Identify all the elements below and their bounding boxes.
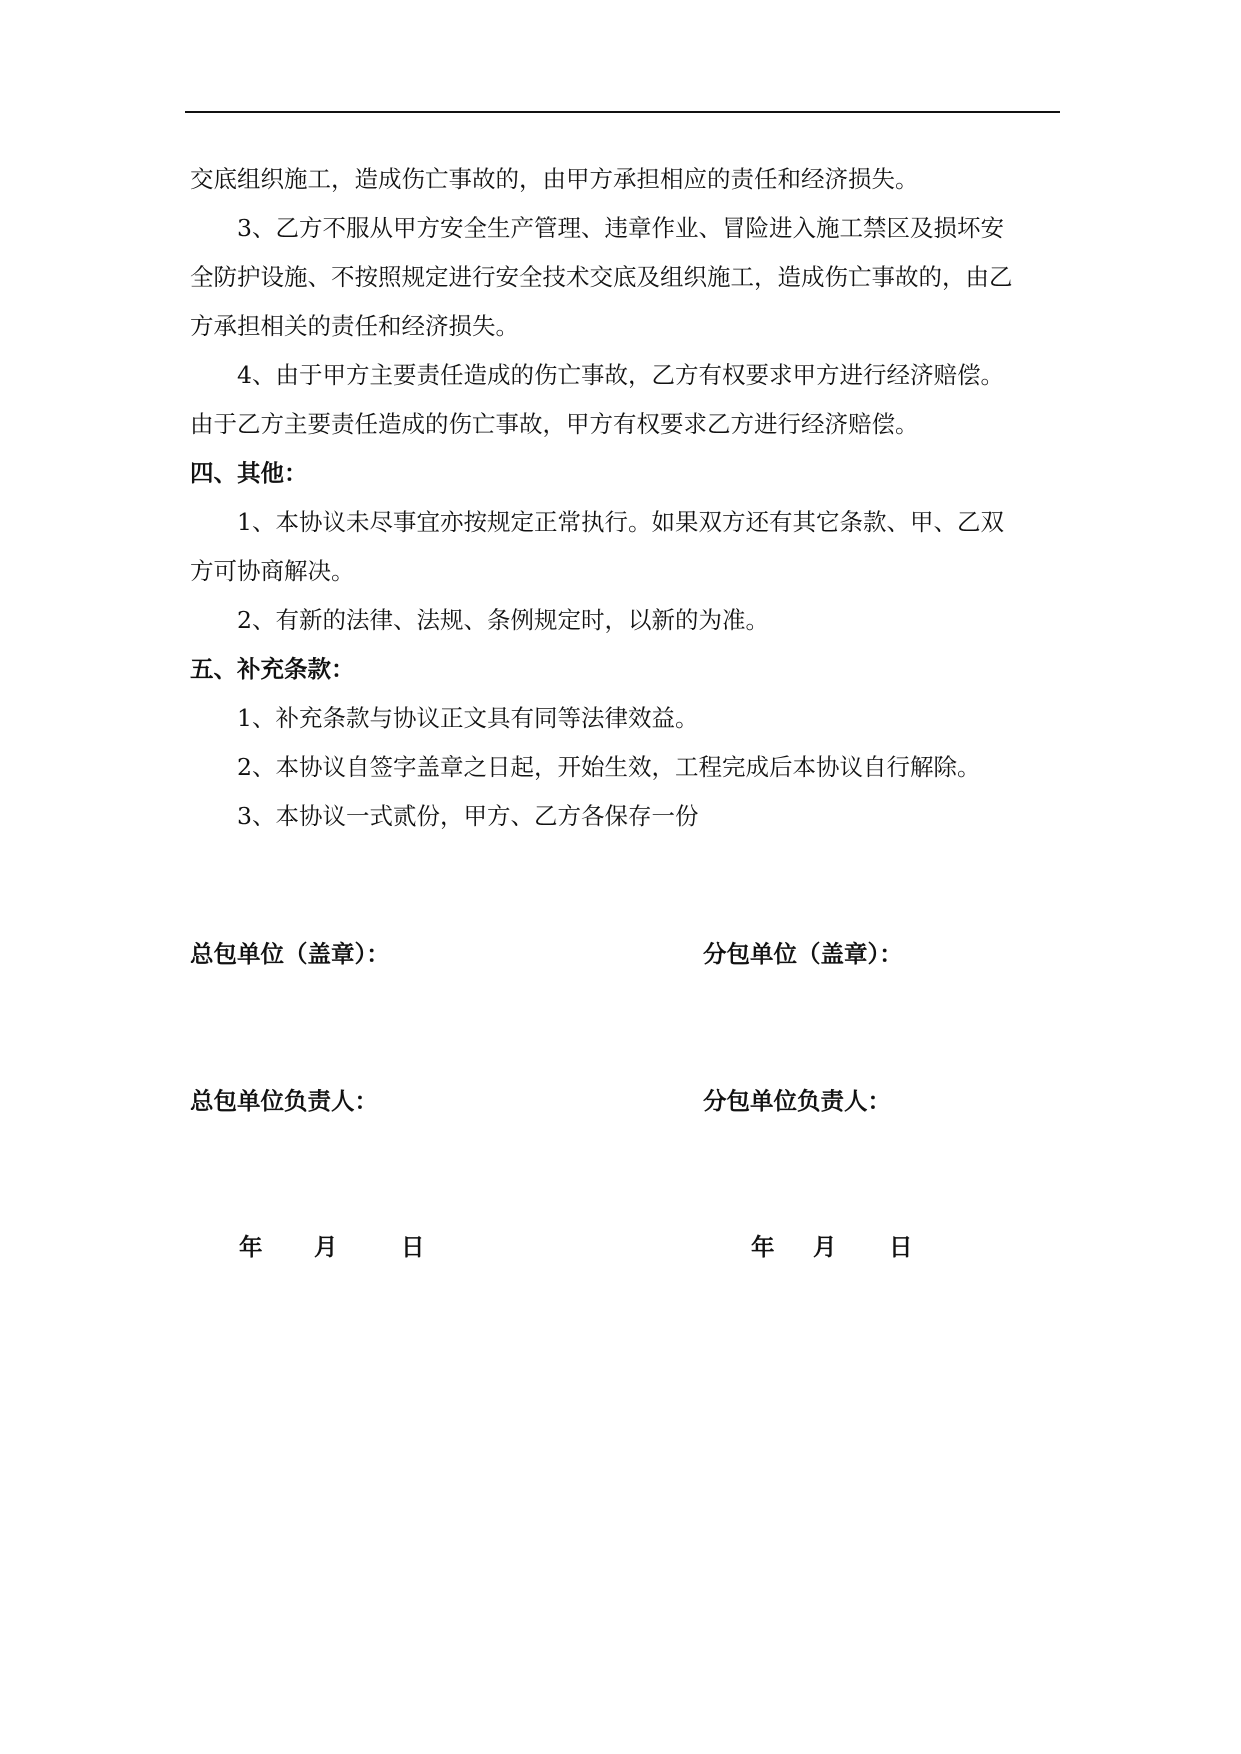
paragraph-line: 由于乙方主要责任造成的伤亡事故，甲方有权要求乙方进行经济赔偿。 — [190, 410, 919, 438]
header-rule — [185, 111, 1060, 113]
date-day-label: 日 — [401, 1233, 425, 1261]
subcontractor-seal-label: 分包单位（盖章）： — [703, 940, 903, 968]
date-day-label: 日 — [889, 1233, 913, 1261]
section-heading-supplementary: 五、补充条款： — [190, 655, 355, 683]
paragraph-line: 全防护设施、不按照规定进行安全技术交底及组织施工，造成伤亡事故的，由乙 — [190, 263, 1013, 291]
paragraph-line: 3、本协议一式贰份，甲方、乙方各保存一份 — [237, 802, 699, 830]
date-year-label: 年 — [239, 1233, 263, 1261]
paragraph-line: 交底组织施工，造成伤亡事故的，由甲方承担相应的责任和经济损失。 — [190, 165, 919, 193]
paragraph-line: 2、有新的法律、法规、条例规定时，以新的为准。 — [237, 606, 769, 634]
date-year-label: 年 — [751, 1233, 775, 1261]
section-heading-other: 四、其他： — [190, 459, 308, 487]
paragraph-line: 4、由于甲方主要责任造成的伤亡事故，乙方有权要求甲方进行经济赔偿。 — [237, 361, 1004, 389]
paragraph-line: 3、乙方不服从甲方安全生产管理、违章作业、冒险进入施工禁区及损坏安 — [237, 214, 1004, 242]
general-contractor-seal-label: 总包单位（盖章）： — [190, 940, 390, 968]
paragraph-line: 方可协商解决。 — [190, 557, 355, 585]
subcontractor-manager-label: 分包单位负责人： — [703, 1087, 891, 1115]
paragraph-line: 2、本协议自签字盖章之日起，开始生效，工程完成后本协议自行解除。 — [237, 753, 981, 781]
general-contractor-manager-label: 总包单位负责人： — [190, 1087, 378, 1115]
document-body — [190, 155, 1060, 841]
date-month-label: 月 — [813, 1233, 837, 1261]
paragraph-line: 1、本协议未尽事宜亦按规定正常执行。如果双方还有其它条款、甲、乙双 — [237, 508, 1004, 536]
paragraph-line: 方承担相关的责任和经济损失。 — [190, 312, 519, 340]
paragraph-line: 1、补充条款与协议正文具有同等法律效益。 — [237, 704, 699, 732]
date-month-label: 月 — [314, 1233, 338, 1261]
